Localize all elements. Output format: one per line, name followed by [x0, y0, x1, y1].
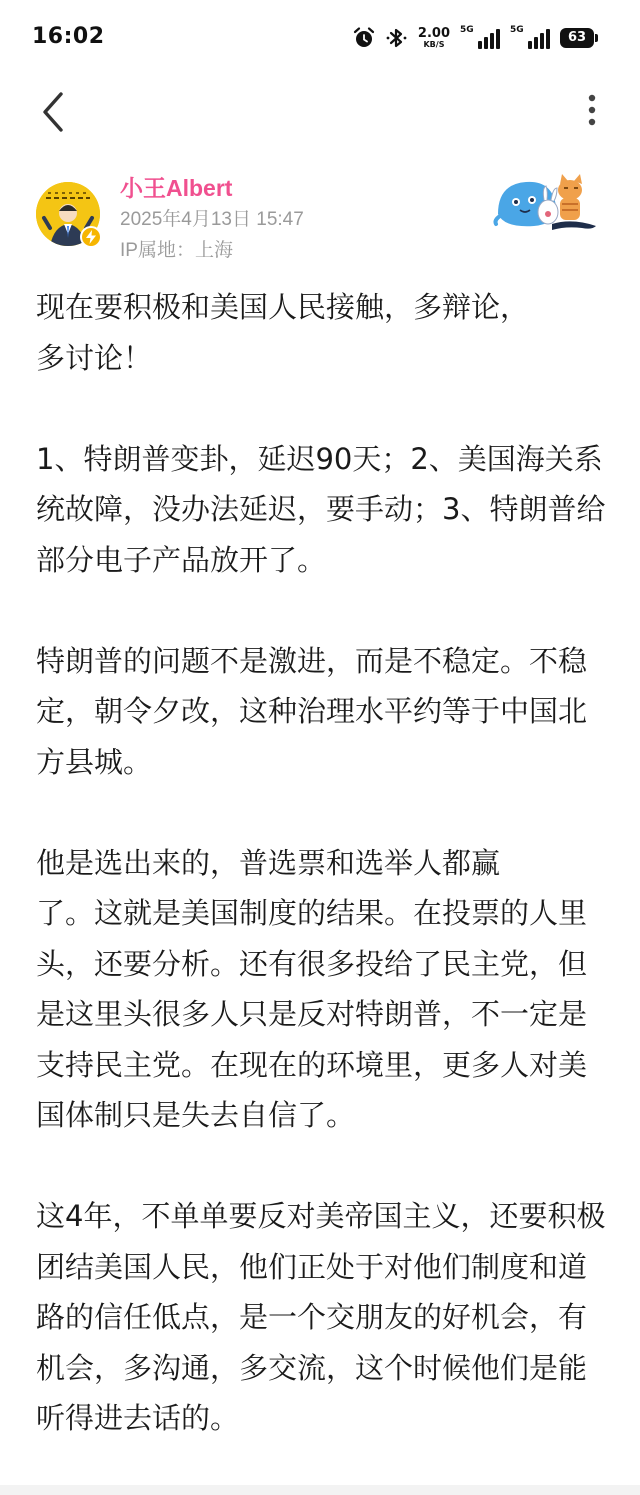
- author-header: [0, 160, 640, 270]
- vertical-dots-icon: [580, 88, 604, 136]
- more-options-button[interactable]: [580, 88, 604, 136]
- battery-level: 63: [560, 28, 594, 48]
- post-timestamp: 2025年4月13日 15:47: [120, 209, 304, 230]
- post-content: [36, 282, 608, 1444]
- status-time: 16:02: [32, 24, 105, 49]
- alarm-icon: [352, 26, 376, 50]
- battery-icon: [560, 28, 598, 48]
- post-paragraph: 这4年，不单单要反对美帝国主义，还要积极团结美国人民，他们正处于对他们制度和道路的信任低点，是一个交朋友的好机会，有机会，多沟通，多交流，这个时候他们是能听得进去话的。: [36, 1199, 606, 1435]
- author-name[interactable]: 小王Albert: [120, 175, 233, 201]
- network-speed-value: 2.00: [417, 26, 450, 41]
- ip-location-value: 上海: [194, 240, 233, 261]
- chevron-left-icon: [30, 88, 78, 136]
- signal-type-label: 5G: [460, 25, 474, 35]
- verified-badge-icon: [80, 226, 102, 248]
- back-button[interactable]: [30, 88, 78, 136]
- bluetooth-icon: [386, 26, 408, 50]
- network-speed: [418, 27, 450, 49]
- ip-location: [120, 235, 233, 262]
- signal-icon: [460, 27, 500, 49]
- nav-bar: [0, 76, 640, 148]
- post-paragraph: 他是选出来的，普选票和选举人都赢 了。这就是美国制度的结果。在投票的人里头，还要分析。还有很多投给了民主党，但是这里头很多人只是反对特朗普，不一定是支持民主党。在现在的环境里，更多人对美国体制只是失去自信了。: [36, 845, 588, 1132]
- signal-icon-2: [510, 27, 550, 49]
- signal-type-label-2: 5G: [510, 25, 524, 35]
- ip-location-label: IP属地：: [120, 240, 195, 261]
- post-paragraph: 特朗普的问题不是激进，而是不稳定。不稳定，朝令夕改，这种治理水平约等于中国北方县城。: [36, 643, 588, 779]
- status-bar: [0, 0, 640, 76]
- status-icons: [352, 24, 598, 52]
- decoration-sticker-icon: [490, 168, 600, 232]
- post-paragraph: 1、特朗普变卦，延迟90天；2、美国海关系统故障，没办法延迟，要手动；3、特朗普给部分电子产品放开了。: [36, 441, 606, 577]
- post-paragraph: 现在要积极和美国人民接触，多辩论， 多讨论！: [36, 290, 530, 375]
- network-speed-unit: KB/S: [423, 40, 445, 49]
- bottom-divider: [0, 1485, 640, 1495]
